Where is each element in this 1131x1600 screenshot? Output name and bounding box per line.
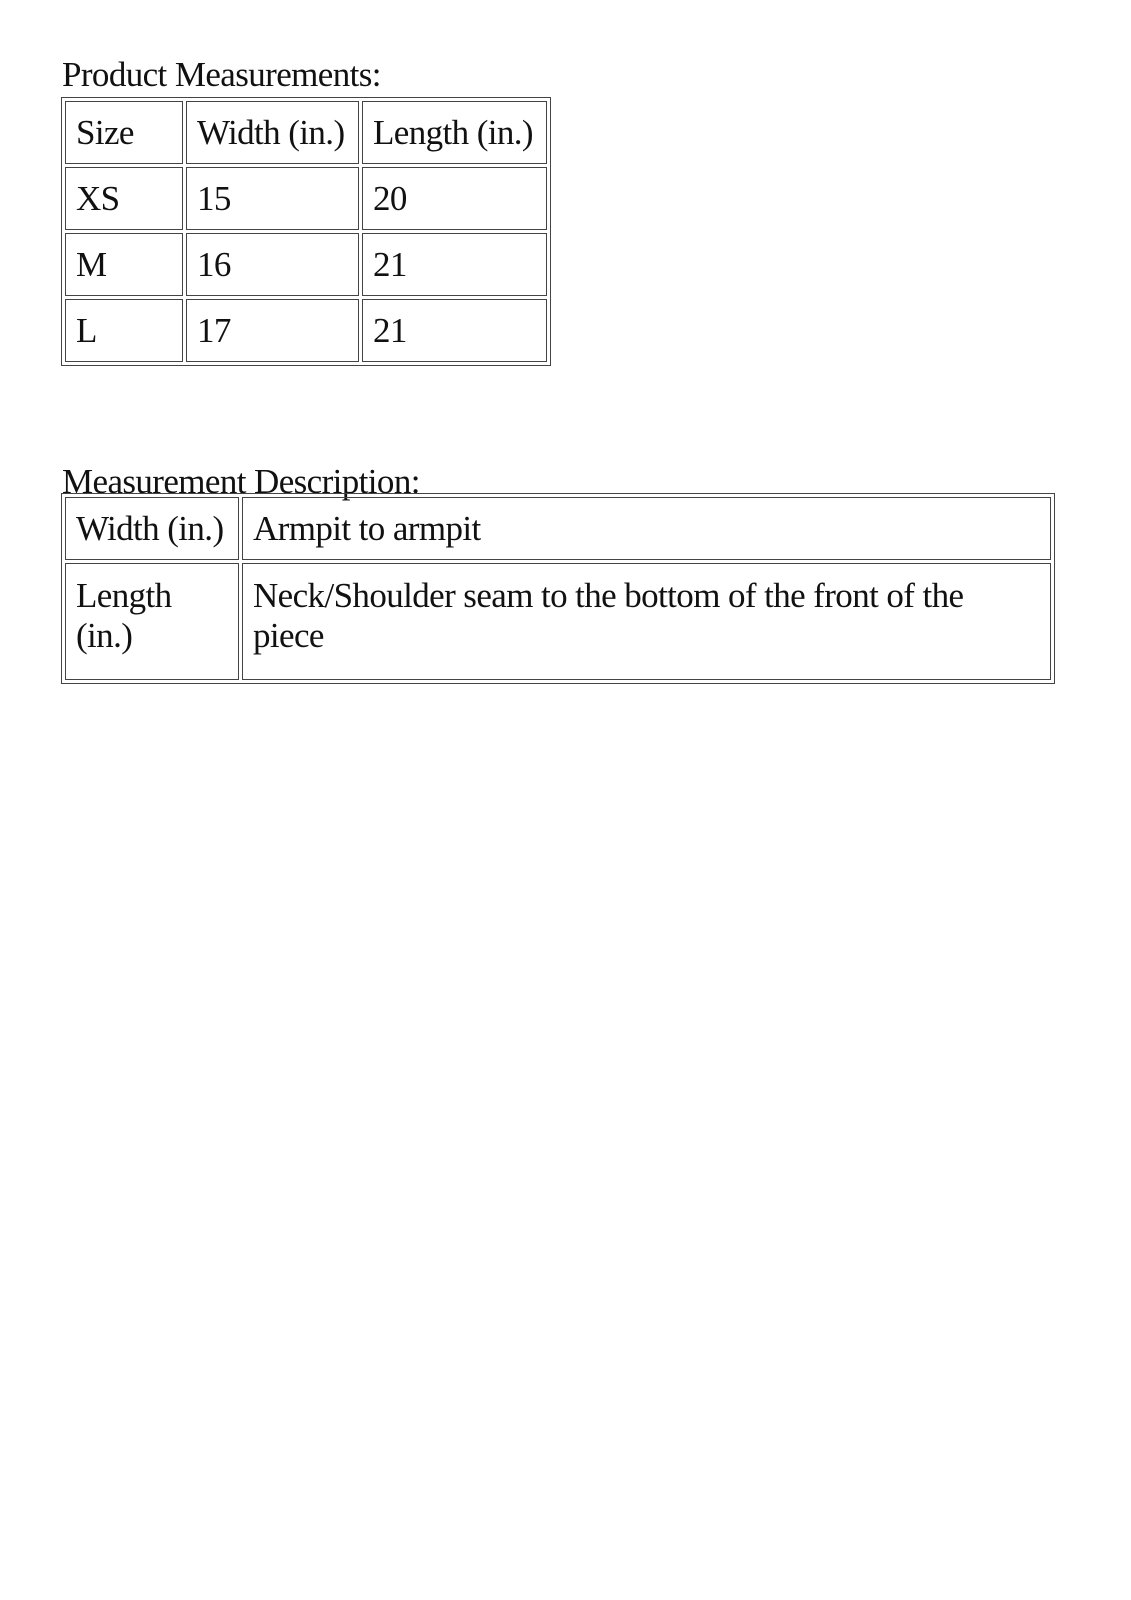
- table-row: [65, 167, 547, 230]
- length-cell: 20: [362, 167, 547, 230]
- width-cell: 17: [186, 299, 359, 362]
- product-measurements-heading: Product Measurements:: [62, 55, 381, 94]
- length-cell: 21: [362, 233, 547, 296]
- measurement-term-cell: Length (in.): [65, 563, 239, 680]
- width-cell: 15: [186, 167, 359, 230]
- product-measurements-table: [61, 97, 551, 366]
- measurement-description-table: [61, 493, 1055, 684]
- size-cell: L: [65, 299, 183, 362]
- header-length: Length (in.): [362, 101, 547, 164]
- table-row: [65, 299, 547, 362]
- header-size: Size: [65, 101, 183, 164]
- measurement-description-heading: Measurement Description:: [62, 462, 420, 501]
- width-cell: 16: [186, 233, 359, 296]
- size-cell: XS: [65, 167, 183, 230]
- table-header-row: [65, 101, 547, 164]
- measurement-definition-cell: Armpit to armpit: [242, 497, 1051, 560]
- measurement-definition-cell: Neck/Shoulder seam to the bottom of the front of the piece: [242, 563, 1051, 680]
- header-width: Width (in.): [186, 101, 359, 164]
- table-row: [65, 563, 1051, 680]
- length-cell: 21: [362, 299, 547, 362]
- measurement-term-cell: Width (in.): [65, 497, 239, 560]
- table-row: [65, 497, 1051, 560]
- table-row: [65, 233, 547, 296]
- size-cell: M: [65, 233, 183, 296]
